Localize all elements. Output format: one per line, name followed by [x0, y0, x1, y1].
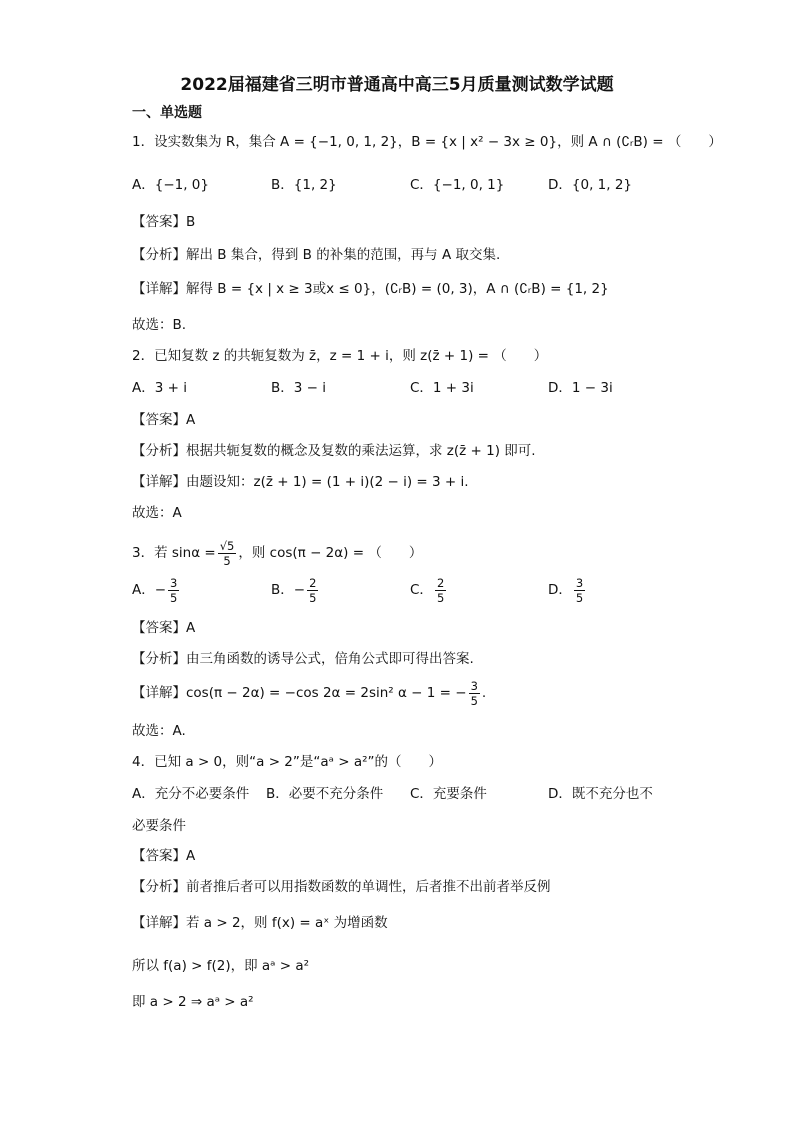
q2-choose: 故选：A: [132, 505, 182, 521]
q3-option-d-num: 3: [575, 575, 584, 590]
q3-option-a-label: A．−: [132, 582, 167, 598]
q2-option-b: B．3 − i: [271, 380, 326, 396]
q3-option-b-label: B．−: [271, 582, 306, 598]
q2-option-d: D．1 − 3i: [548, 380, 613, 396]
q1-answer: 【答案】B: [132, 214, 196, 230]
q4-line2: 所以 f(a) > f(2)，即 aᵃ > a²: [132, 958, 310, 974]
q3-option-d-den: 5: [575, 590, 584, 605]
section-heading: 一、单选题: [132, 105, 202, 121]
q1-detail: 【详解】解得 B = {x | x ≥ 3或x ≤ 0}，(∁ᵣB) = (0, 3)，A ∩ (∁ᵣB) = {1, 2}: [132, 281, 609, 297]
q3-detail-prefix: 【详解】cos(π − 2α) = −cos 2α = 2sin² α − 1 = −: [132, 685, 467, 701]
q4-option-b: B．必要不充分条件: [266, 786, 384, 802]
q4-option-c: C．充要条件: [410, 786, 487, 802]
q3-option-a: [132, 575, 181, 605]
q3-option-a-num: 3: [170, 575, 178, 590]
q4-line3: 即 a > 2 ⇒ aᵃ > a²: [132, 994, 254, 1010]
q3-option-b-den: 5: [309, 590, 317, 605]
q3-option-a-fraction: [168, 576, 179, 605]
q3-option-c-label: C．: [410, 582, 433, 598]
q1-option-b: B．{1, 2}: [271, 177, 337, 193]
q4-option-d: D．既不充分也不: [548, 786, 653, 802]
q4-detail: 【详解】若 a > 2，则 f(x) = aˣ 为增函数: [132, 915, 388, 931]
q4-option-a: A．充分不必要条件: [132, 786, 250, 802]
q3-analysis: 【分析】由三角函数的诱导公式，倍角公式即可得出答案.: [132, 651, 474, 667]
q4-option-wrap: 必要条件: [132, 818, 186, 834]
q3-stem: [132, 538, 422, 568]
q3-option-c: [410, 575, 448, 605]
q3-option-a-den: 5: [170, 590, 178, 605]
q3-option-c-num: 2: [436, 575, 445, 590]
q4-answer: 【答案】A: [132, 848, 196, 864]
q3-option-d-fraction: [574, 576, 585, 605]
q1-analysis: 【分析】解出 B 集合，得到 B 的补集的范围，再与 A 取交集.: [132, 247, 501, 263]
q1-option-d: D．{0, 1, 2}: [548, 177, 633, 193]
page-title: 2022届福建省三明市普通高中高三5月质量测试数学试题: [180, 75, 614, 95]
q3-stem-suffix: ，则 cos(π − 2α) = （ ）: [238, 545, 423, 561]
q3-option-b: [271, 575, 320, 605]
q3-option-c-den: 5: [436, 590, 445, 605]
q3-stem-den: 5: [223, 553, 231, 568]
q3-option-b-fraction: [307, 576, 318, 605]
q2-option-a: A．3 + i: [132, 380, 187, 396]
q3-option-b-num: 2: [309, 575, 317, 590]
q4-stem: 4．已知 a > 0，则“a > 2”是“aᵃ > a²”的（ ）: [132, 754, 443, 770]
q2-stem: 2．已知复数 z 的共轭复数为 z̄，z = 1 + i，则 z(z̄ + 1) = （ ）: [132, 348, 548, 364]
q3-detail: [132, 678, 486, 708]
q3-detail-fraction: [469, 679, 480, 708]
q3-choose: 故选：A.: [132, 723, 186, 739]
q3-stem-num: √5: [219, 538, 235, 553]
q2-answer: 【答案】A: [132, 412, 196, 428]
q3-option-c-fraction: [435, 576, 446, 605]
q3-option-d-label: D．: [548, 582, 572, 598]
q3-detail-den: 5: [470, 693, 478, 708]
q3-option-d: [548, 575, 587, 605]
q3-answer: 【答案】A: [132, 620, 196, 636]
q3-stem-fraction: [218, 539, 237, 568]
q1-option-a: A．{−1, 0}: [132, 177, 209, 193]
q3-detail-suffix: .: [481, 685, 487, 701]
q2-option-c: C．1 + 3i: [410, 380, 474, 396]
q4-analysis: 【分析】前者推后者可以用指数函数的单调性，后者推不出前者举反例: [132, 879, 551, 895]
q2-detail: 【详解】由题设知：z(z̄ + 1) = (1 + i)(2 − i) = 3 + i.: [132, 474, 469, 490]
q2-analysis: 【分析】根据共轭复数的概念及复数的乘法运算，求 z(z̄ + 1) 即可.: [132, 443, 536, 459]
q1-option-c: C．{−1, 0, 1}: [410, 177, 505, 193]
q1-stem: 1．设实数集为 R，集合 A = {−1, 0, 1, 2}，B = {x | x² − 3x ≥ 0}，则 A ∩ (∁ᵣB) = （ ）: [132, 134, 722, 150]
q3-detail-num: 3: [470, 678, 478, 693]
q3-stem-prefix: 3．若 sinα =: [132, 545, 216, 561]
q1-choose: 故选：B.: [132, 317, 187, 333]
